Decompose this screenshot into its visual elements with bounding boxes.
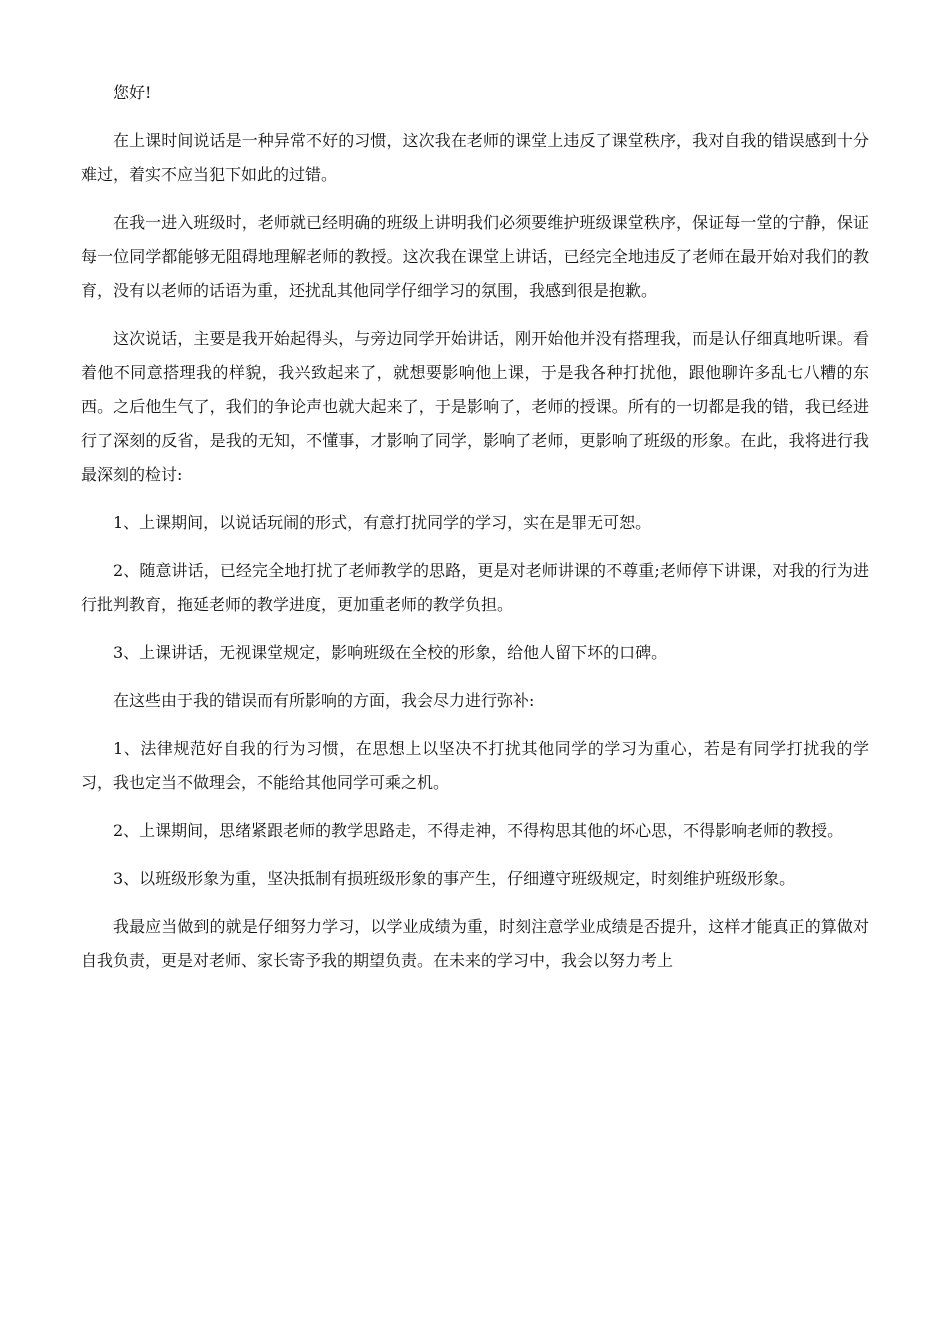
body-paragraph: 在上课时间说话是一种异常不好的习惯，这次我在老师的课堂上违反了课堂秩序，我对自我的错误感到十分难过，着实不应当犯下如此的过错。 <box>81 131 869 184</box>
body-paragraph: 这次说话，主要是我开始起得头，与旁边同学开始讲话，刚开始他并没有搭理我，而是认仔细真地听课。看着他不同意搭理我的样貌，我兴致起来了，就想要影响他上课，于是我各种打扰他，跟他聊许多乱七八糟的东西。之后他生气了，我们的争论声也就大起来了，于是影响了，老师的授课。所有的一切都是我的错，我已经进行了深刻的反省，是我的无知，不懂事，才影响了同学，影响了老师，更影响了班级的形象。在此，我将进行我最深刻的检讨: <box>81 329 869 484</box>
list-item-paragraph: 2、上课期间，思绪紧跟老师的教学思路走，不得走神，不得构思其他的坏心思，不得影响老师的教授。 <box>113 821 844 840</box>
body-paragraph: 在我一进入班级时，老师就已经明确的班级上讲明我们必须要维护班级课堂秩序，保证每一堂的宁静，保证每一位同学都能够无阻碍地理解老师的教授。这次我在课堂上讲话，已经完全地违反了老师在最开始对我们的教育，没有以老师的话语为重，还扰乱其他同学仔细学习的氛围，我感到很是抱歉。 <box>81 213 869 300</box>
list-item-paragraph: 1、上课期间，以说话玩闹的形式，有意打扰同学的学习，实在是罪无可恕。 <box>113 513 652 532</box>
body-paragraph: 我最应当做到的就是仔细努力学习，以学业成绩为重，时刻注意学业成绩是否提升，这样才能真正的算做对自我负责，更是对老师、家长寄予我的期望负责。在未来的学习中，我会以努力考上 <box>81 917 869 970</box>
list-item-paragraph: 3、以班级形象为重，坚决抵制有损班级形象的事产生，仔细遵守班级规定，时刻维护班级形象。 <box>113 869 796 888</box>
list-item-paragraph: 2、随意讲话，已经完全地打扰了老师教学的思路，更是对老师讲课的不尊重;老师停下讲课，对我的行为进行批判教育，拖延老师的教学进度，更加重老师的教学负担。 <box>81 561 869 614</box>
list-item-paragraph: 1、法律规范好自我的行为习惯，在思想上以坚决不打扰其他同学的学习为重心，若是有同学打扰我的学习，我也定当不做理会，不能给其他同学可乘之机。 <box>81 739 869 792</box>
body-paragraph: 在这些由于我的错误而有所影响的方面，我会尽力进行弥补: <box>113 691 535 710</box>
list-item-paragraph: 3、上课讲话，无视课堂规定，影响班级在全校的形象，给他人留下坏的口碑。 <box>113 643 668 662</box>
document-body <box>81 76 869 992</box>
greeting-paragraph: 您好! <box>113 83 152 102</box>
